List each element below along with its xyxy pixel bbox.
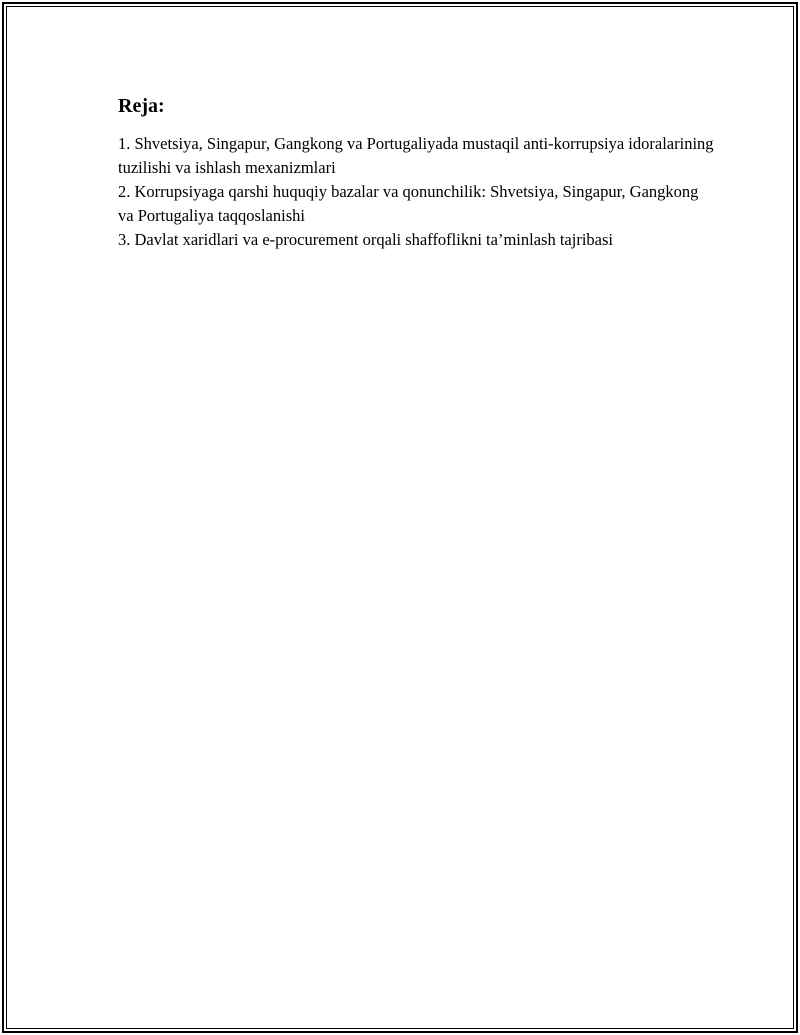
plan-item-1: 1. Shvetsiya, Singapur, Gangkong va Portugaliyada mustaqil anti-korrupsiya idoralarining tuzilishi va ishlash mexanizmlari [118, 134, 714, 177]
plan-item-3: 3. Davlat xaridlari va e-procurement orqali shaffoflikni ta’minlash tajribasi [118, 230, 613, 249]
plan-list [118, 132, 718, 252]
plan-heading: Reja: [118, 95, 165, 117]
plan-item-2: 2. Korrupsiyaga qarshi huquqiy bazalar va qonunchilik: Shvetsiya, Singapur, Gangkong va Portugaliya taqqoslanishi [118, 182, 699, 225]
document-content [118, 94, 718, 252]
